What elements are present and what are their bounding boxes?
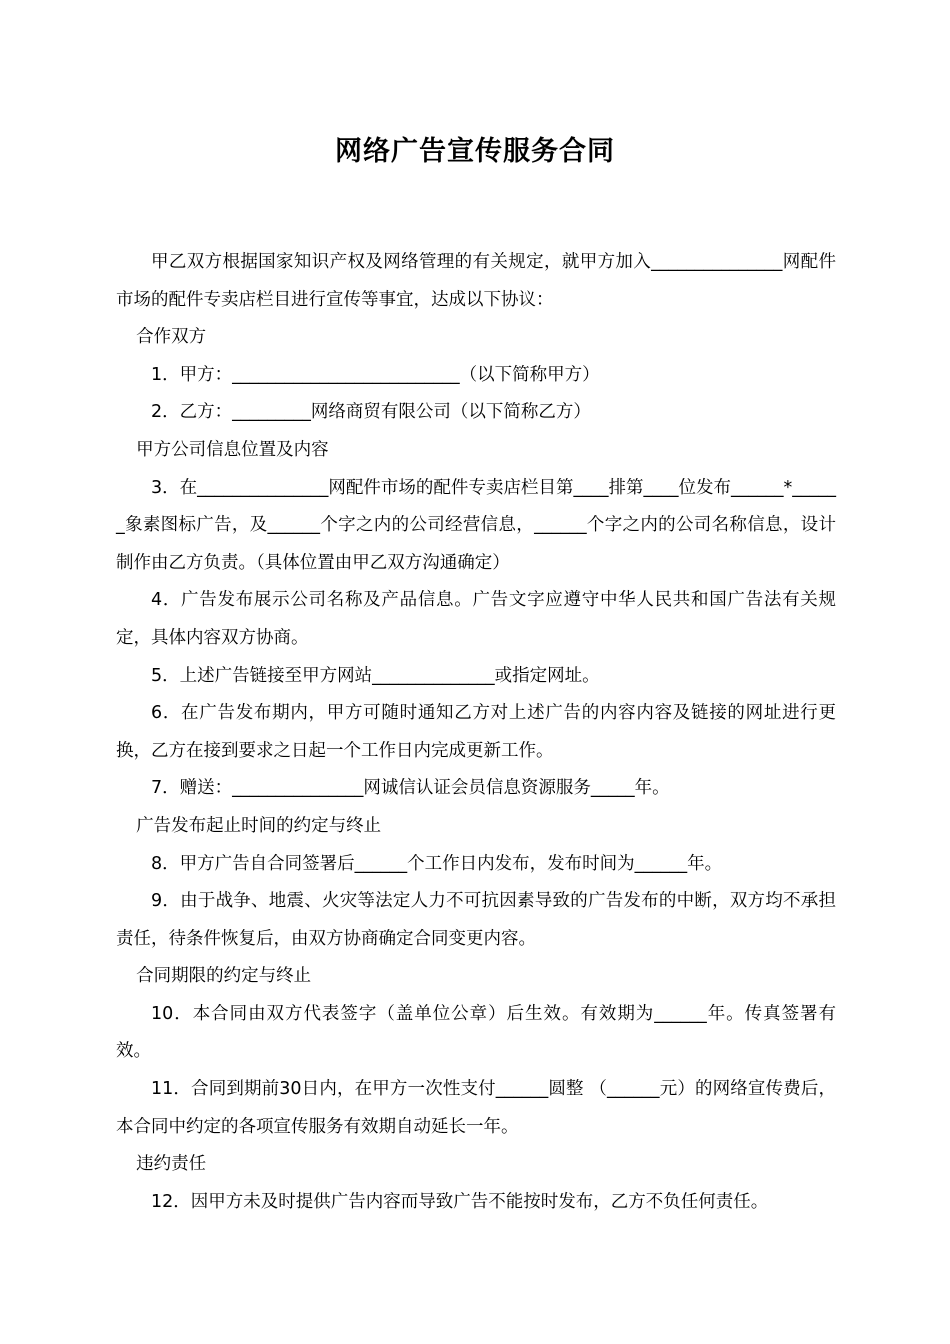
- section-heading-publish-period: 广告发布起止时间的约定与终止: [136, 815, 382, 836]
- clause-10: 10．本合同由双方代表签字（盖单位公章）后生效。有效期为______年。传真签署有效。: [116, 1003, 836, 1062]
- clause-9: 9．由于战争、地震、火灾等法定人力不可抗因素导致的广告发布的中断，双方均不承担责任，待条件恢复后，由双方协商确定合同变更内容。: [116, 891, 836, 949]
- clause-3: 3．在_______________网配件市场的配件专卖店栏目第____排第____位发布______*______象素图标广告，及______个字之内的公司经营信息，______个字之内的公司名称信息，设计制作由乙方负责。（具体位置由甲乙双方沟通确定）: [116, 477, 836, 573]
- clause-7: 7．赠送：_______________网诚信认证会员信息资源服务_____年。: [151, 778, 670, 799]
- clause-5: 5．上述广告链接至甲方网站______________或指定网址。: [151, 665, 600, 686]
- document-body: [116, 244, 836, 1221]
- section-heading-breach: 违约责任: [136, 1154, 207, 1175]
- clause-6: 6．在广告发布期内，甲方可随时通知乙方对上述广告的内容内容及链接的网址进行更换，乙方在接到要求之日起一个工作日内完成更新工作。: [116, 703, 836, 761]
- clause-1: 1．甲方：__________________________（以下简称甲方）: [151, 364, 600, 385]
- clause-11: 11．合同到期前30日内，在甲方一次性支付______圆整 （______元）的网络宣传费后，本合同中约定的各项宣传服务有效期自动延长一年。: [116, 1079, 836, 1137]
- clause-4: 4．广告发布展示公司名称及产品信息。广告文字应遵守中华人民共和国广告法有关规定，具体内容双方协商。: [116, 590, 836, 648]
- clause-8: 8．甲方广告自合同签署后______个工作日内发布，发布时间为______年。: [151, 853, 723, 874]
- section-heading-company-info: 甲方公司信息位置及内容: [136, 439, 329, 460]
- clause-12: 12．因甲方未及时提供广告内容而导致广告不能按时发布，乙方不负任何责任。: [151, 1191, 769, 1212]
- document-title: 网络广告宣传服务合同: [335, 136, 615, 167]
- clause-2: 2．乙方：_________网络商贸有限公司（以下简称乙方）: [151, 402, 591, 423]
- section-heading-term: 合同期限的约定与终止: [136, 966, 312, 987]
- intro-paragraph: 甲乙双方根据国家知识产权及网络管理的有关规定，就甲方加入_______________网配件市场的配件专卖店栏目进行宣传等事宜，达成以下协议：: [116, 252, 836, 310]
- section-heading-parties: 合作双方: [136, 327, 207, 348]
